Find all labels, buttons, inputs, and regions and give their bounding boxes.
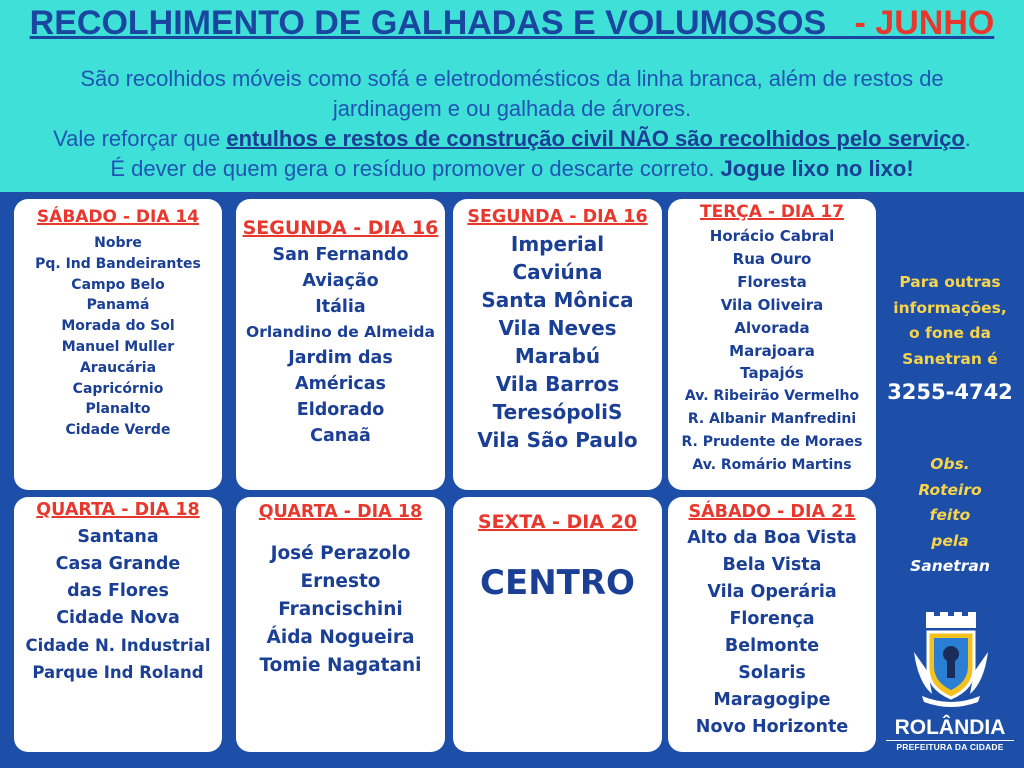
schedule-card-saturday-14 — [14, 199, 222, 490]
neighborhood-item: Alto da Boa Vista — [687, 528, 857, 548]
title-month: - JUNHO — [854, 4, 995, 42]
neighborhood-item: Araucária — [79, 359, 157, 376]
card-day-heading: SÁBADO - DIA 21 — [688, 502, 856, 522]
card-day-heading: SEXTA - DIA 20 — [477, 511, 638, 533]
neighborhood-item: CENTRO — [480, 563, 635, 603]
neighborhood-list — [668, 225, 876, 477]
neighborhood-list — [668, 525, 876, 741]
card-day-heading: SÁBADO - DIA 14 — [36, 207, 200, 227]
neighborhood-item: Capricórnio — [72, 380, 164, 397]
city-logo — [886, 716, 1014, 752]
neighborhood-item: Cidade Verde — [65, 422, 171, 439]
schedule-card-monday-16-a — [236, 199, 445, 490]
neighborhood-item: Imperial — [510, 232, 605, 256]
neighborhood-item: Campo Belo — [71, 276, 165, 293]
intro-line-3-suffix: . — [964, 126, 971, 151]
route-note-line: feito — [929, 506, 971, 524]
neighborhood-item: Itália — [315, 296, 366, 317]
neighborhood-item: Francischini — [278, 599, 403, 620]
neighborhood-list — [14, 233, 222, 441]
neighborhood-item: Horácio Cabral — [709, 227, 835, 245]
neighborhood-item: Orlandino de Almeida — [246, 323, 435, 342]
neighborhood-item: Eldorado — [296, 399, 385, 420]
intro-line-3 — [0, 124, 1024, 154]
neighborhood-item: Vila Oliveira — [720, 295, 824, 314]
card-day-heading: SEGUNDA - DIA 16 — [242, 217, 439, 239]
contact-info-line: Para outras — [899, 273, 1001, 291]
neighborhood-item: Casa Grande — [55, 554, 181, 574]
neighborhood-item: Manuel Muller — [61, 338, 175, 355]
neighborhood-item: Panamá — [86, 297, 150, 314]
phone-number: 3255-4742 — [887, 380, 1013, 404]
neighborhood-item: Ernesto — [300, 571, 381, 592]
intro-line-2: jardinagem e ou galhada de árvores. — [332, 96, 692, 121]
schedule-card-wednesday-18-b — [236, 497, 445, 752]
city-name: ROLÂNDIA — [894, 716, 1006, 739]
city-subtitle: PREFEITURA DA CIDADE — [886, 740, 1014, 752]
city-crest-icon — [912, 612, 990, 708]
contact-info-line: Sanetran é — [902, 349, 998, 368]
intro-warning: entulhos e restos de construção civil NÃO são recolhidos pelo serviço — [226, 126, 965, 151]
route-note-line: Roteiro — [918, 480, 982, 499]
neighborhood-item: Vila Neves — [498, 316, 617, 340]
neighborhood-item: Marajoara — [729, 341, 815, 360]
route-note — [876, 452, 1024, 580]
neighborhood-item: das Flores — [67, 581, 169, 601]
neighborhood-item: Av. Romário Martins — [692, 457, 852, 474]
intro-line-1: São recolhidos móveis como sofá e eletrodomésticos da linha branca, além de restos de — [80, 66, 944, 91]
route-note-line: Obs. — [930, 455, 970, 473]
schedule-card-saturday-21 — [668, 497, 876, 752]
schedule-card-friday-20 — [453, 497, 662, 752]
neighborhood-list — [236, 243, 445, 449]
neighborhood-item: Solaris — [738, 663, 806, 683]
neighborhood-item: Aviação — [302, 270, 379, 291]
neighborhood-item: Tapajós — [740, 364, 804, 383]
neighborhood-item: Morada do Sol — [61, 318, 175, 335]
neighborhood-item: Américas — [295, 373, 386, 394]
neighborhood-item: Canaã — [310, 425, 371, 446]
neighborhood-item: Vila Barros — [495, 372, 620, 396]
title-text: RECOLHIMENTO DE GALHADAS E VOLUMOSOS — [29, 4, 827, 42]
neighborhood-item: TeresópoliS — [492, 400, 623, 424]
neighborhood-item: Cidade N. Industrial — [25, 636, 211, 655]
schedule-card-monday-16-b — [453, 199, 662, 490]
neighborhood-item: Santana — [77, 527, 159, 547]
neighborhood-item: Tomie Nagatani — [259, 655, 422, 676]
neighborhood-item: Nobre — [94, 235, 142, 251]
neighborhood-item: Av. Ribeirão Vermelho — [684, 388, 860, 405]
neighborhood-item: Jardim das — [288, 348, 393, 369]
neighborhood-item: Cidade Nova — [56, 608, 180, 628]
neighborhood-list — [236, 540, 445, 680]
neighborhood-item: Vila Operária — [707, 582, 837, 602]
neighborhood-item: Bela Vista — [722, 555, 822, 575]
neighborhood-item: R. Prudente de Moraes — [681, 434, 863, 451]
neighborhood-item: R. Albanir Manfredini — [687, 411, 857, 428]
neighborhood-item: Vila São Paulo — [477, 428, 638, 452]
intro-line-4 — [0, 154, 1024, 184]
card-day-heading: QUARTA - DIA 18 — [258, 502, 423, 522]
neighborhood-item: Belmonte — [724, 636, 820, 656]
contact-info-line: informações, — [893, 298, 1007, 317]
neighborhood-item: Marabú — [514, 344, 601, 368]
neighborhood-item: Floresta — [737, 272, 807, 291]
neighborhood-item: Alvorada — [734, 318, 810, 337]
header-banner — [0, 0, 1024, 192]
neighborhood-item: Florença — [729, 609, 815, 629]
card-day-heading: SEGUNDA - DIA 16 — [467, 207, 648, 227]
neighborhood-item: José Perazolo — [270, 543, 411, 564]
neighborhood-item: Planalto — [85, 401, 151, 418]
neighborhood-item: Santa Mônica — [481, 288, 634, 312]
neighborhood-list — [453, 230, 662, 454]
card-day-heading: QUARTA - DIA 18 — [36, 500, 200, 520]
page-title — [0, 4, 1024, 43]
intro-text — [0, 64, 1024, 184]
neighborhood-item: San Fernando — [272, 245, 409, 265]
neighborhood-item: Novo Horizonte — [695, 717, 849, 737]
neighborhood-item: Áida Nogueira — [266, 627, 415, 648]
schedule-card-wednesday-18-a — [14, 497, 222, 752]
neighborhood-item: Pq. Ind Bandeirantes — [35, 255, 201, 272]
neighborhood-item: Maragogipe — [713, 690, 831, 710]
neighborhood-item: Rua Ouro — [732, 249, 812, 268]
contact-info — [876, 270, 1024, 372]
neighborhood-list — [14, 524, 222, 686]
route-note-org: Sanetran — [910, 557, 990, 575]
contact-info-line: o fone da — [909, 324, 991, 342]
intro-slogan: Jogue lixo no lixo! — [720, 156, 914, 181]
route-note-line: pela — [931, 531, 969, 550]
schedule-card-tuesday-17 — [668, 199, 876, 490]
intro-line-3-prefix: Vale reforçar que — [53, 126, 227, 151]
neighborhood-item: Caviúna — [512, 260, 603, 284]
card-day-heading: TERÇA - DIA 17 — [700, 202, 844, 222]
neighborhood-item: Parque Ind Roland — [32, 663, 204, 682]
intro-line-4-prefix: É dever de quem gera o resíduo promover o descarte correto. — [110, 156, 721, 181]
